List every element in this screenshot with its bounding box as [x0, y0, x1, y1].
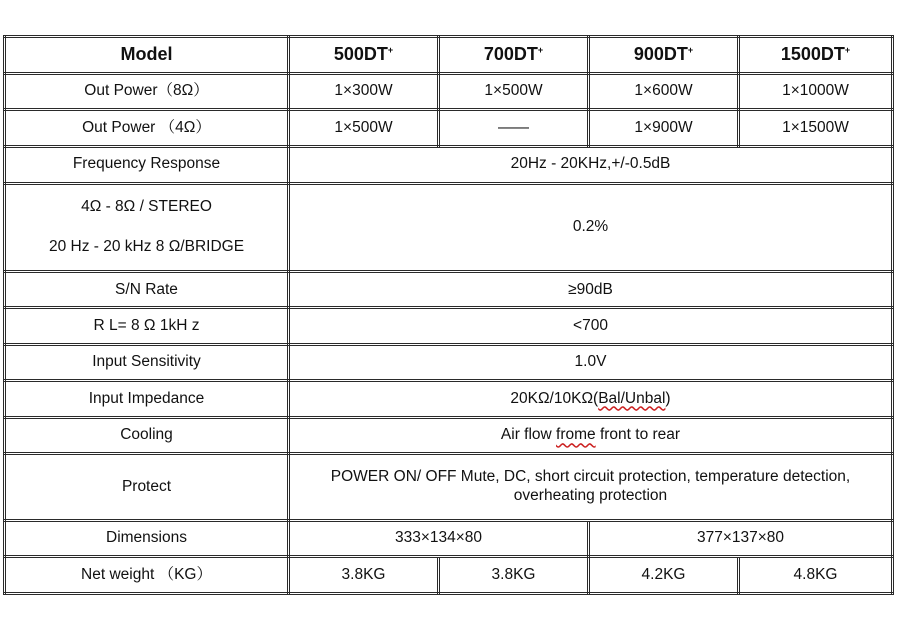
net-weight-row: [5, 556, 893, 593]
model-name: 700DT: [483, 44, 538, 65]
impedance-suffix: ): [665, 389, 671, 407]
impedance-marked: Bal/Unbal: [598, 389, 666, 407]
row-label: Cooling: [5, 417, 289, 453]
model-500dt: [289, 37, 439, 74]
row-label: Out Power（8Ω）: [5, 74, 289, 110]
impedance-prefix: 20KΩ/10KΩ(: [510, 389, 599, 407]
thd-label-line2: 20 Hz - 20 kHz 8 Ω/BRIDGE: [48, 238, 245, 256]
frequency-response-row: [5, 146, 893, 183]
table-cell: ——: [439, 110, 589, 146]
model-name: 500DT: [333, 44, 388, 65]
protect-line1: POWER ON/ OFF Mute, DC, short circuit protection, temperature detection,: [330, 468, 851, 486]
table-cell: 1×1500W: [739, 110, 893, 146]
cooling-marked: frome: [556, 426, 596, 444]
table-cell: [289, 380, 893, 417]
row-label: Frequency Response: [5, 146, 289, 183]
model-name: 1500DT: [780, 44, 845, 65]
table-cell: 333×134×80: [289, 520, 589, 556]
model-mark: +: [537, 45, 544, 56]
model-900dt: [589, 37, 739, 74]
table-cell: 4.2KG: [589, 556, 739, 593]
dimensions-row: [5, 520, 893, 556]
row-label: Net weight （KG）: [5, 556, 289, 593]
damping-row: [5, 308, 893, 344]
table-cell: 377×137×80: [589, 520, 893, 556]
model-mark: +: [387, 45, 394, 56]
table-cell: [289, 454, 893, 520]
model-700dt: [439, 37, 589, 74]
row-label: Protect: [5, 454, 289, 520]
table-cell: 1×900W: [589, 110, 739, 146]
model-mark: +: [687, 45, 694, 56]
table-cell: 1×500W: [439, 74, 589, 110]
row-label: R L= 8 Ω 1kH z: [5, 308, 289, 344]
model-name: 900DT: [633, 44, 688, 65]
cooling-row: [5, 417, 893, 453]
model-1500dt: [739, 37, 893, 74]
protect-row: [5, 454, 893, 520]
input-sensitivity-row: [5, 344, 893, 380]
table-cell: ≥90dB: [289, 272, 893, 308]
table-cell: 20Hz - 20KHz,+/-0.5dB: [289, 146, 893, 183]
thd-row: [5, 183, 893, 271]
table-cell: 1×300W: [289, 74, 439, 110]
row-label: Input Sensitivity: [5, 344, 289, 380]
table-cell: 4.8KG: [739, 556, 893, 593]
spec-table: [3, 35, 894, 595]
sn-rate-row: [5, 272, 893, 308]
table-cell: 1×600W: [589, 74, 739, 110]
row-label: S/N Rate: [5, 272, 289, 308]
thd-label-line1: 4Ω - 8Ω / STEREO: [81, 197, 212, 215]
table-cell: <700: [289, 308, 893, 344]
model-mark: +: [844, 45, 851, 56]
cooling-prefix: Air flow: [500, 426, 557, 444]
table-cell: 1×500W: [289, 110, 439, 146]
row-label: [5, 183, 289, 271]
row-label: Input Impedance: [5, 380, 289, 417]
out-power-8-row: [5, 74, 893, 110]
model-header: Model: [5, 37, 289, 74]
table-cell: 3.8KG: [439, 556, 589, 593]
table-cell: 1.0V: [289, 344, 893, 380]
header-row: [5, 37, 893, 74]
protect-line2: overheating protection: [513, 486, 668, 504]
table-cell: [289, 417, 893, 453]
row-label: Out Power （4Ω）: [5, 110, 289, 146]
cooling-suffix: front to rear: [595, 426, 681, 444]
table-cell: 3.8KG: [289, 556, 439, 593]
input-impedance-row: [5, 380, 893, 417]
out-power-4-row: [5, 110, 893, 146]
row-label: Dimensions: [5, 520, 289, 556]
table-cell: 1×1000W: [739, 74, 893, 110]
table-cell: 0.2%: [289, 183, 893, 271]
